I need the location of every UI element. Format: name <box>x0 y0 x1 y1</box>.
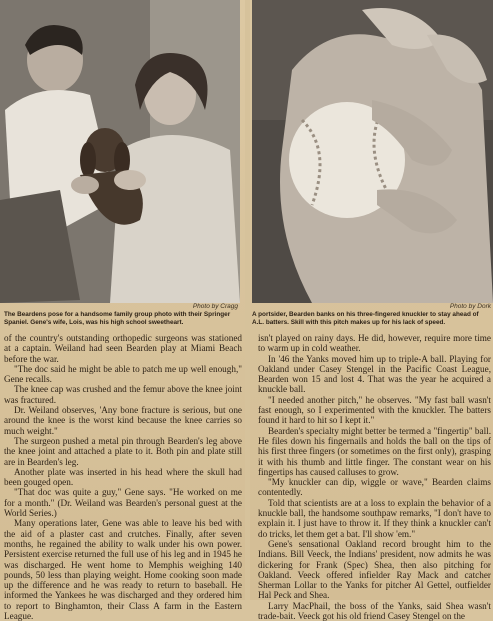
family-photo <box>0 0 240 303</box>
paragraph: The knee cap was crushed and the femur above the knee joint was fractured. <box>4 384 242 405</box>
photo-caption-right: A portsider, Bearden banks on his three-fingered knuckler to stay ahead of A.L. batters. Skill with this pitch makes up for his lack of speed. <box>252 311 479 326</box>
photo-caption-left: The Beardens pose for a handsome family group photo with their Springer Spaniel. Gene's wife, Lois, was his high school sweetheart. <box>4 311 231 326</box>
paragraph: Larry MacPhail, the boss of the Yanks, said Shea wasn't trade-bait. Veeck got his old friend Casey Stengel on the <box>258 600 491 621</box>
knuckleball-grip-illustration <box>252 0 493 303</box>
paragraph: Dr. Weiland observes, 'Any bone fracture is serious, but one around the knee is the worst kind because the knee carries so much weight." <box>4 405 242 436</box>
paragraph: "My knuckler can dip, wiggle or wave," Bearden claims contentedly. <box>258 477 491 498</box>
paragraph: Bearden's specialty might better be termed a "fingertip" ball. He files down his fingernails and holds the ball on the tips of his first three fingers (or sometimes on the first only), grasping it with his thumb and little finger. The constant wear on his fingertips has caused calluses to grow. <box>258 425 491 477</box>
column-gutter <box>245 0 250 600</box>
paragraph: isn't played on rainy days. He did, however, require more time to warm up in cold weather. <box>258 333 491 354</box>
family-photo-illustration <box>0 0 240 303</box>
photo-credit-right: Photo by Dork <box>449 303 491 310</box>
paragraph: Many operations later, Gene was able to leave his bed with the aid of a plaster cast and crutches. Finally, after seven months, he regained the ability to walk under his own power. Persistent exercise returned the full use of his leg and in 1945 he was discharged. He went home to Memphis weighing 140 pounds, 50 less than playing weight. Home cooking soon made up the difference and he was ready to return to baseball. He informed the Yankees he was discharged and they ordered him to report to Binghamton, their Class A farm in the Eastern League. <box>4 518 242 621</box>
paragraph: "I needed another pitch," he observes. "My fast ball wasn't fast enough, so I experimented with the knuckler. The batters found it hard to hit so I kept it." <box>258 394 491 426</box>
paragraph: The surgeon pushed a metal pin through Bearden's leg above the knee joint and attached a plate to it. Both pin and plate still are in Bearden's leg. <box>4 435 242 467</box>
paragraph: "That doc was quite a guy," Gene says. "He worked on me for a month." (Dr. Weiland was Bearden's personal guest at the World Series.) <box>4 487 242 519</box>
paragraph: In '46 the Yanks moved him up to triple-A ball. Playing for Oakland under Casey Stengel in the Pacific Coast League, Bearden won 15 and lost 4. That was the year he acquired a knuckle ball. <box>258 353 491 395</box>
paragraph: "The doc said he might be able to patch me up well enough," Gene recalls. <box>4 363 242 385</box>
article-column-right <box>258 333 491 621</box>
photo-credit-left: Photo by Cragg <box>192 303 238 310</box>
article-column-left <box>4 333 242 621</box>
paragraph: Another plate was inserted in his head where the skull had been gouged open. <box>4 466 242 488</box>
knuckleball-grip-photo <box>252 0 493 303</box>
paragraph: of the country's outstanding orthopedic surgeons was stationed at a captain. Weiland had seen Bearden play at Miami Beach before the war. <box>4 333 242 364</box>
paragraph: Gene's sensational Oakland record brought him to the Indians. Bill Veeck, the Indians' president, now admits he was dickering for Frank (Spec) Shea, then also pitching for Oakland. Veeck offered infielder Ray Mack and catcher Sherman Lollar to the Yanks for pitcher Al Gettel, outfielder Hal Peck and Shea. <box>258 538 491 601</box>
paragraph: Told that scientists are at a loss to explain the behavior of a knuckle ball, the handsome southpaw remarks, "I don't have to explain it. I just have to throw it. If they think a knuckler can't do tricks, let them get a bat. I'll show 'em." <box>258 497 491 539</box>
